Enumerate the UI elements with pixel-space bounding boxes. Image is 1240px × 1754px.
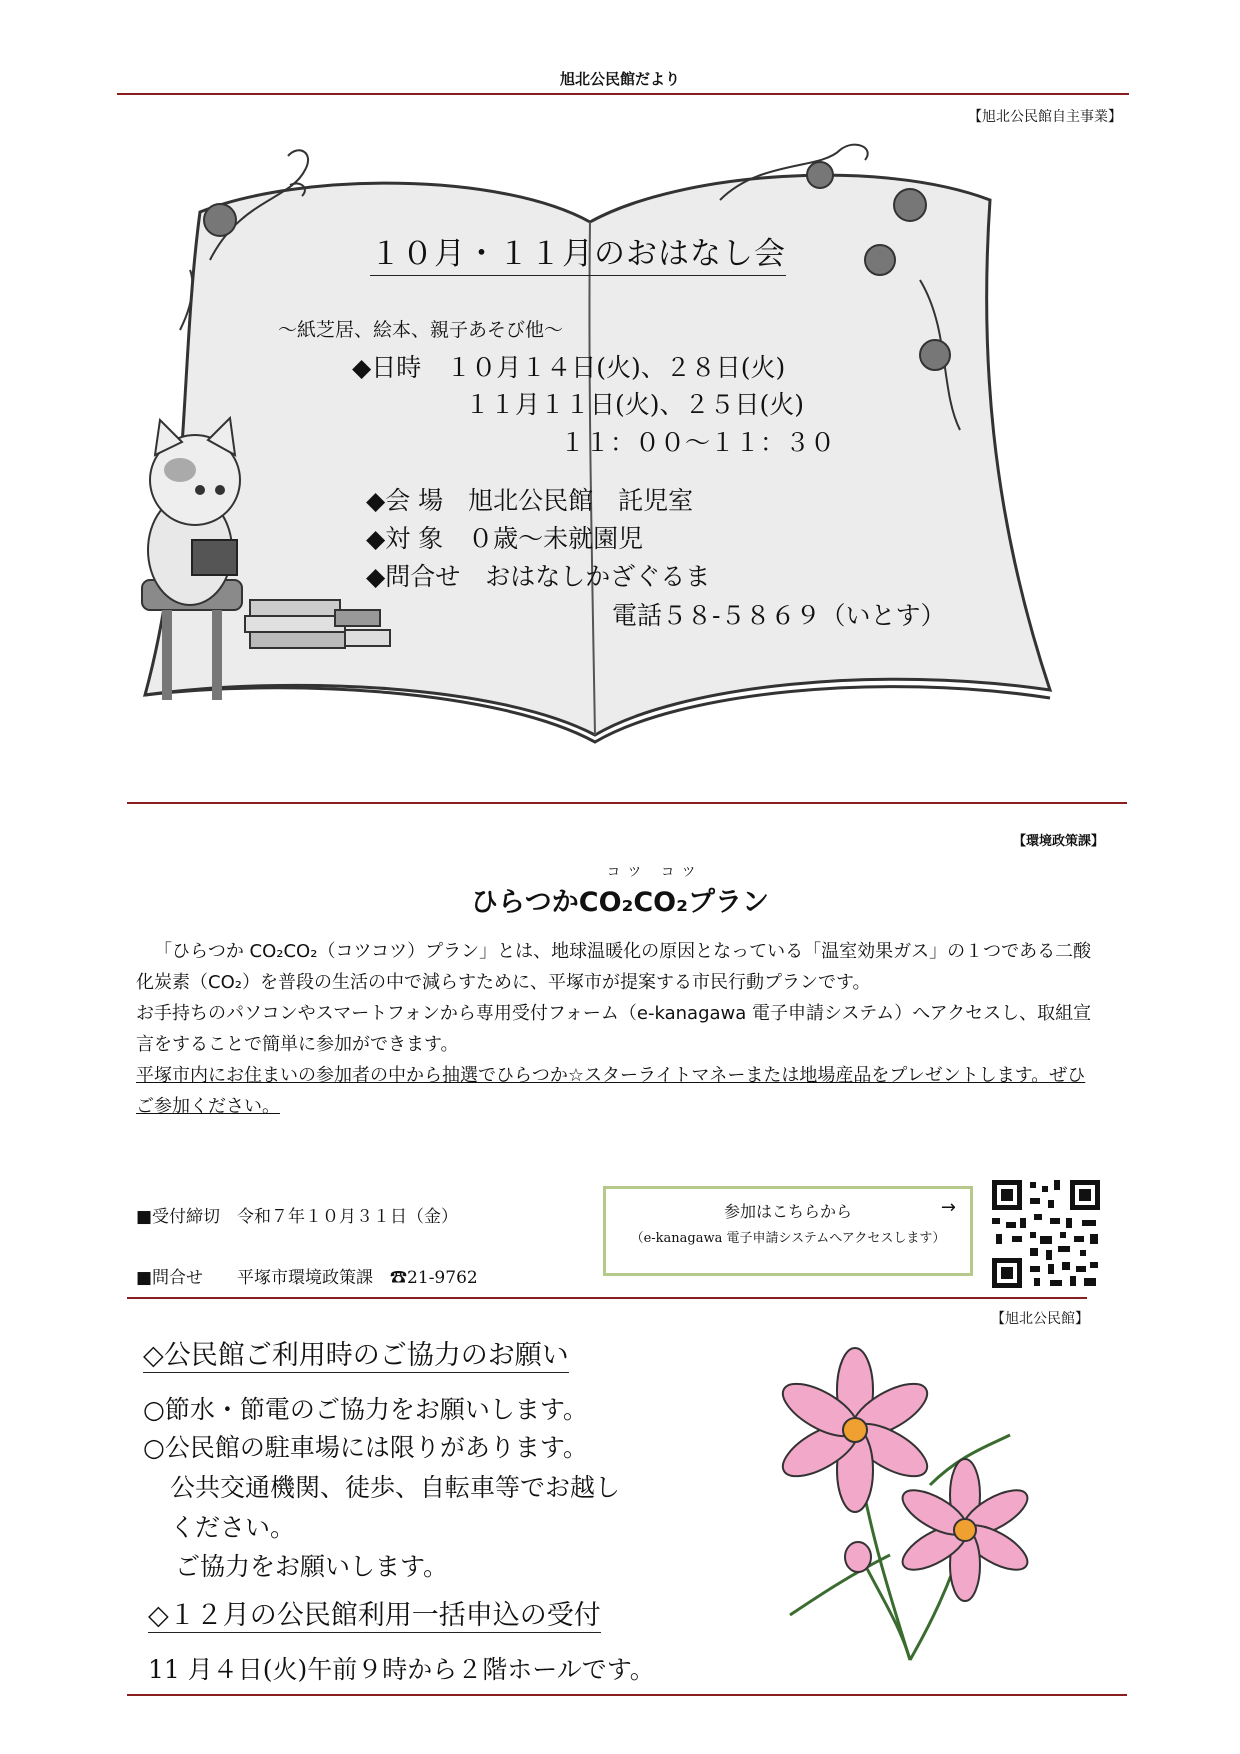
- notice-line-4: ください。: [170, 1513, 296, 1542]
- storytime-phone: 電話５８-５８６９（いとす）: [612, 601, 946, 630]
- cosmos-flower-illustration: [760, 1335, 1050, 1665]
- notice-line-5: ご協力をお願いします。: [175, 1552, 449, 1581]
- cooperation-heading: ◇公民館ご利用時のご協力のお願い: [143, 1333, 569, 1373]
- newsletter-title: 旭北公民館だより: [559, 70, 680, 88]
- section-rule-1: [127, 802, 1127, 804]
- storytime-title: １０月・１１月のおはなし会: [370, 228, 786, 276]
- co2-tag: 【環境政策課】: [1012, 834, 1104, 849]
- arrow-right-icon: →: [940, 1197, 956, 1218]
- co2-title: ひらつかCO₂CO₂プラン: [471, 887, 769, 918]
- co2-inquiry: ■問合せ 平塚市環境政策課 ☎21-9762: [136, 1268, 478, 1288]
- notice-line-2: ○公民館の駐車場には限りがあります。: [143, 1433, 588, 1462]
- notice-line-1: ○節水・節電のご協力をお願いします。: [143, 1395, 588, 1424]
- notice-line-3: 公共交通機関、徒歩、自転車等でお越し: [170, 1473, 621, 1502]
- co2-paragraph-1: 「ひらつか CO₂CO₂（コツコツ）プラン」とは、地球温暖化の原因となっている「温室効果ガス」の１つである二酸化炭素（CO₂）を普段の生活の中で減らすために、平塚市が提案する市民行動プランです。: [136, 941, 1092, 993]
- qr-code-icon[interactable]: [990, 1178, 1102, 1290]
- participate-link-label[interactable]: 参加はこちらから: [723, 1202, 852, 1221]
- co2-paragraph-2: お手持ちのパソコンやスマートフォンから専用受付フォーム（e-kanagawa 電子申請システム）へアクセスし、取組宣言をすることで簡単に参加ができます。: [136, 1003, 1092, 1055]
- storytime-target: ◆対 象 ０歳～未就園児: [366, 524, 644, 553]
- participate-link-note: （e-kanagawa 電子申請システムへアクセスします）: [630, 1231, 946, 1246]
- co2-body: [136, 936, 1106, 1122]
- co2-paragraph-3: 平塚市内にお住まいの参加者の中から抽選でひらつか☆スターライトマネーまたは地場産品をプレゼントします。ぜひご参加ください。: [136, 1065, 1086, 1117]
- co2-ruby: コツ コツ: [607, 865, 704, 880]
- kouminkan-tag: 【旭北公民館】: [991, 1311, 1089, 1327]
- storytime-time: １１：００～１１：３０: [560, 428, 836, 457]
- section-rule-2: [127, 1297, 1087, 1299]
- storytime-subtitle: ～紙芝居、絵本、親子あそび他～: [278, 319, 564, 341]
- storytime-venue: ◆会 場 旭北公民館 託児室: [366, 486, 694, 515]
- co2-deadline: ■受付締切 令和７年１０月３１日（金）: [136, 1207, 459, 1227]
- storytime-date-line2: １１月１１日(火)、２５日(火): [465, 390, 805, 419]
- storytime-tag: 【旭北公民館自主事業】: [968, 109, 1122, 125]
- storytime-date-line1: ◆日時 １０月１４日(火)、２８日(火): [352, 353, 786, 382]
- storytime-contact: ◆問合せ おはなしかざぐるま: [366, 562, 711, 591]
- bottom-rule: [127, 1694, 1127, 1696]
- bulk-application-heading: ◇１２月の公民館利用一括申込の受付: [148, 1593, 601, 1633]
- participate-link-box[interactable]: [603, 1186, 973, 1276]
- top-rule: [117, 93, 1129, 95]
- bulk-application-detail: 11 月４日(火)午前９時から２階ホールです。: [148, 1655, 655, 1684]
